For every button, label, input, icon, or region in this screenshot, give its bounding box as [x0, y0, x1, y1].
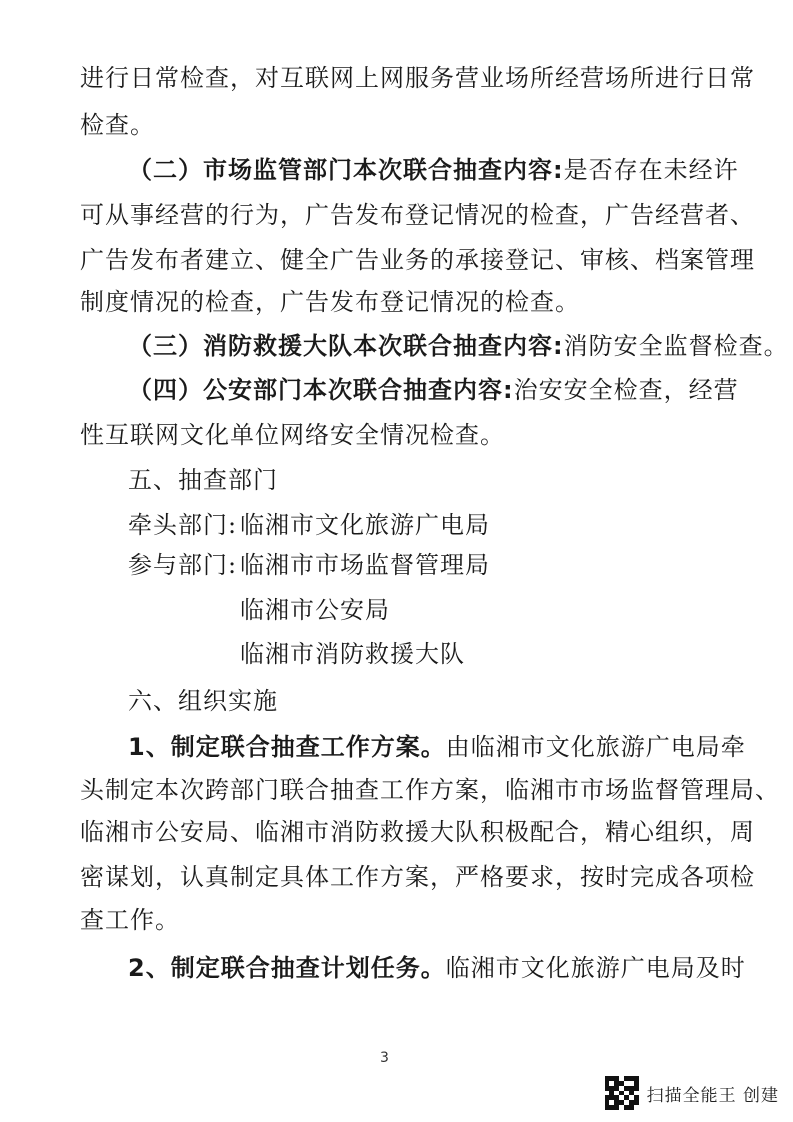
paragraph-line: 进行日常检查，对互联网上网服务营业场所经营场所进行日常 [80, 64, 755, 92]
paragraph-line: 制度情况的检查，广告发布登记情况的检查。 [80, 288, 580, 316]
paragraph-line [128, 731, 746, 763]
dept-label: 参与部门: [128, 551, 238, 579]
paragraph-line: 密谋划，认真制定具体工作方案，严格要求，按时完成各项检 [80, 863, 755, 891]
paragraph-line [128, 374, 739, 406]
section-lead: （二）市场监管部门本次联合抽查内容: [128, 156, 564, 184]
paragraph-line [128, 154, 739, 186]
paragraph-text: 临湘市文化旅游广电局及时 [445, 954, 746, 982]
section-lead: （四）公安部门本次联合抽查内容: [128, 376, 514, 404]
paragraph-line [128, 952, 746, 984]
paragraph-text: 是否存在未经许 [563, 156, 739, 184]
item-lead: 1、制定联合抽查工作方案。 [128, 733, 446, 761]
paragraph-line: 可从事经营的行为，广告发布登记情况的检查，广告经营者、 [80, 201, 755, 229]
watermark-text: 扫描全能王 创建 [646, 1085, 779, 1106]
paragraph-line: 广告发布者建立、健全广告业务的承接登记、审核、档案管理 [80, 246, 755, 274]
paragraph-text: 消防安全监督检查。 [563, 332, 789, 360]
dept-name: 临湘市市场监督管理局 [240, 551, 490, 579]
paragraph-line: 头制定本次跨部门联合抽查工作方案，临湘市市场监督管理局、 [80, 776, 780, 804]
paragraph-text: 由临湘市文化旅游广电局牵 [445, 733, 746, 761]
section-heading: 五、抽查部门 [128, 466, 278, 494]
page-number: 3 [380, 1050, 389, 1066]
section-lead: （三）消防救援大队本次联合抽查内容: [128, 332, 564, 360]
scanner-watermark [605, 1076, 779, 1110]
section-heading: 六、组织实施 [128, 687, 278, 715]
paragraph-line: 临湘市公安局、临湘市消防救援大队积极配合，精心组织，周 [80, 818, 755, 846]
dept-name: 临湘市消防救援大队 [240, 640, 465, 668]
item-lead: 2、制定联合抽查计划任务。 [128, 954, 446, 982]
qr-code-icon [605, 1076, 639, 1110]
paragraph-line: 查工作。 [80, 906, 180, 934]
paragraph-line: 检查。 [80, 111, 155, 139]
dept-name: 临湘市公安局 [240, 596, 390, 624]
paragraph-line: 性互联网文化单位网络安全情况检查。 [80, 421, 505, 449]
dept-label: 牵头部门: [128, 511, 238, 539]
paragraph-text: 治安安全检查，经营 [513, 376, 739, 404]
dept-name: 临湘市文化旅游广电局 [240, 511, 490, 539]
paragraph-line [128, 330, 789, 362]
